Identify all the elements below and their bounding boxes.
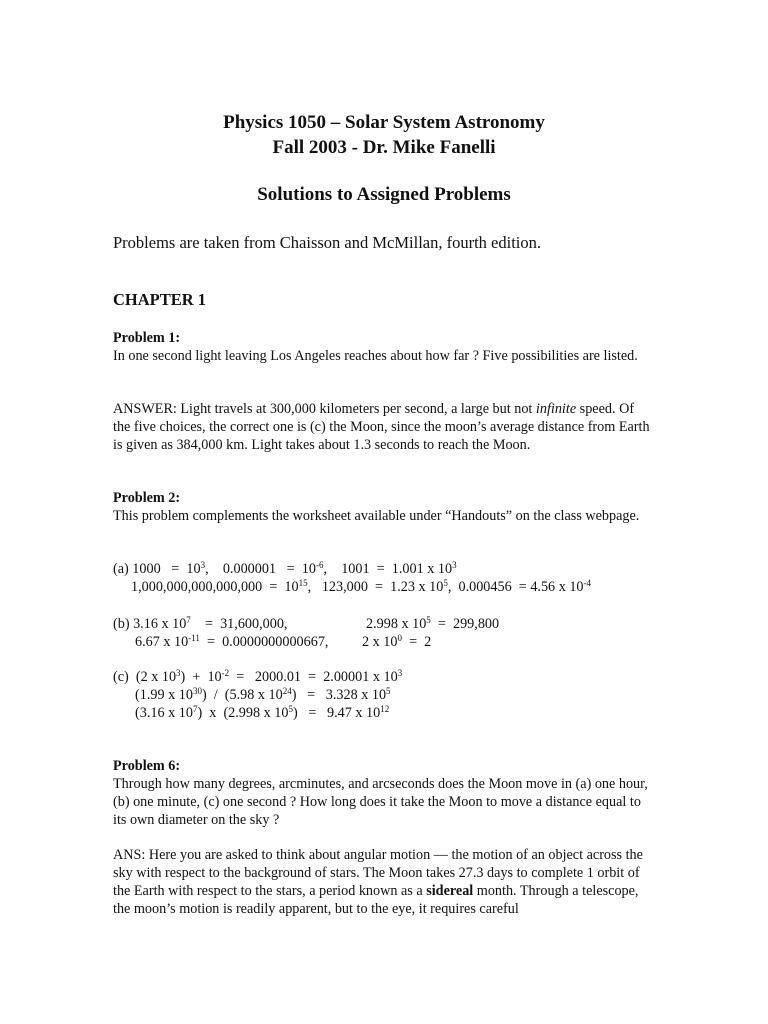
answer-emphasis: infinite <box>535 401 577 417</box>
document-subtitle: Solutions to Assigned Problems <box>257 184 511 205</box>
part-b-line-2: 6.67 x $10^{-11} = 0.0000000000667$, <box>135 633 329 650</box>
problem-2-heading: Problem 2: <box>113 490 181 506</box>
part-b-line-1-right: 2.998 x $10^5 = 299,800$ <box>366 615 500 632</box>
course-term-instructor: Fall 2003 - Dr. Mike Fanelli <box>272 137 496 158</box>
problem-1-answer <box>113 400 653 454</box>
part-a-line-2: $1,000,000,000,000,000 = 10^{15}$, 123,000 = 1.23 x $10^5$, 0.000456 = 4.56 x $10^{-4}$ <box>131 578 592 595</box>
problem-6-answer <box>113 846 653 918</box>
part-a-line-1: (a) $1000 = 10^3$, $0.000001 = 10^{-6}$, 1001 = 1.001 x $10^3$ <box>113 560 457 577</box>
problem-2-question: This problem complements the worksheet available under “Handouts” on the class webpage. <box>113 508 640 524</box>
part-c-line-3: (3.16 x $10^7$) x (2.998 x $10^5) = 9.47$ x $10^{12}$ <box>135 704 390 721</box>
problem-6-heading: Problem 6: <box>113 758 181 774</box>
answer-text: month. Through a telescope, the moon’s motion is readily apparent, but to the eye, it requires careful <box>113 883 639 917</box>
document-title: Physics 1050 – Solar System Astronomy <box>223 112 545 133</box>
chapter-heading: CHAPTER 1 <box>113 290 207 309</box>
problem-6-question: Through how many degrees, arcminutes, and arcseconds does the Moon move in (a) one hour, (b) one minute, (c) one second ? How long does it take the Moon to move a distance equal to its own diameter on the sky ? <box>113 776 648 828</box>
part-c-line-1: (c) (2 x $10^3) + 10^{-2} = 2000.01 = 2.00001$ x $10^3$ <box>113 668 403 685</box>
intro-text: Problems are taken from Chaisson and McMillan, fourth edition. <box>113 233 542 252</box>
answer-emphasis: sidereal <box>426 883 474 899</box>
part-c-line-2: (1.99 x $10^{30}) / (5.98$ x $10^{24}) = 3.328$ x $10^5$ <box>135 686 391 703</box>
answer-text: ANSWER: Light travels at 300,000 kilometers per second, a large but not <box>113 401 536 417</box>
answer-text: ANS: Here you are asked to think about angular motion — the motion of an object across the sky with respect to the background of stars. The Moon takes 27.3 days to complete 1 orbit of the Earth with respect to the stars, a period known as a <box>113 847 643 899</box>
problem-1-question: In one second light leaving Los Angeles reaches about how far ? Five possibilities are listed. <box>113 348 638 364</box>
part-b-line-2-right: 2 x $10^0 = 2$ <box>362 633 432 650</box>
part-b-line-1: (b) 3.16 x $10^7$ = 31,600,000, <box>113 615 288 632</box>
problem-1-heading: Problem 1: <box>113 330 181 346</box>
answer-text: speed. Of the five choices, the correct one is (c) the Moon, since the moon’s average distance from Earth is given as 384,000 km. Light takes about 1.3 seconds to reach the Moon. <box>113 401 650 453</box>
